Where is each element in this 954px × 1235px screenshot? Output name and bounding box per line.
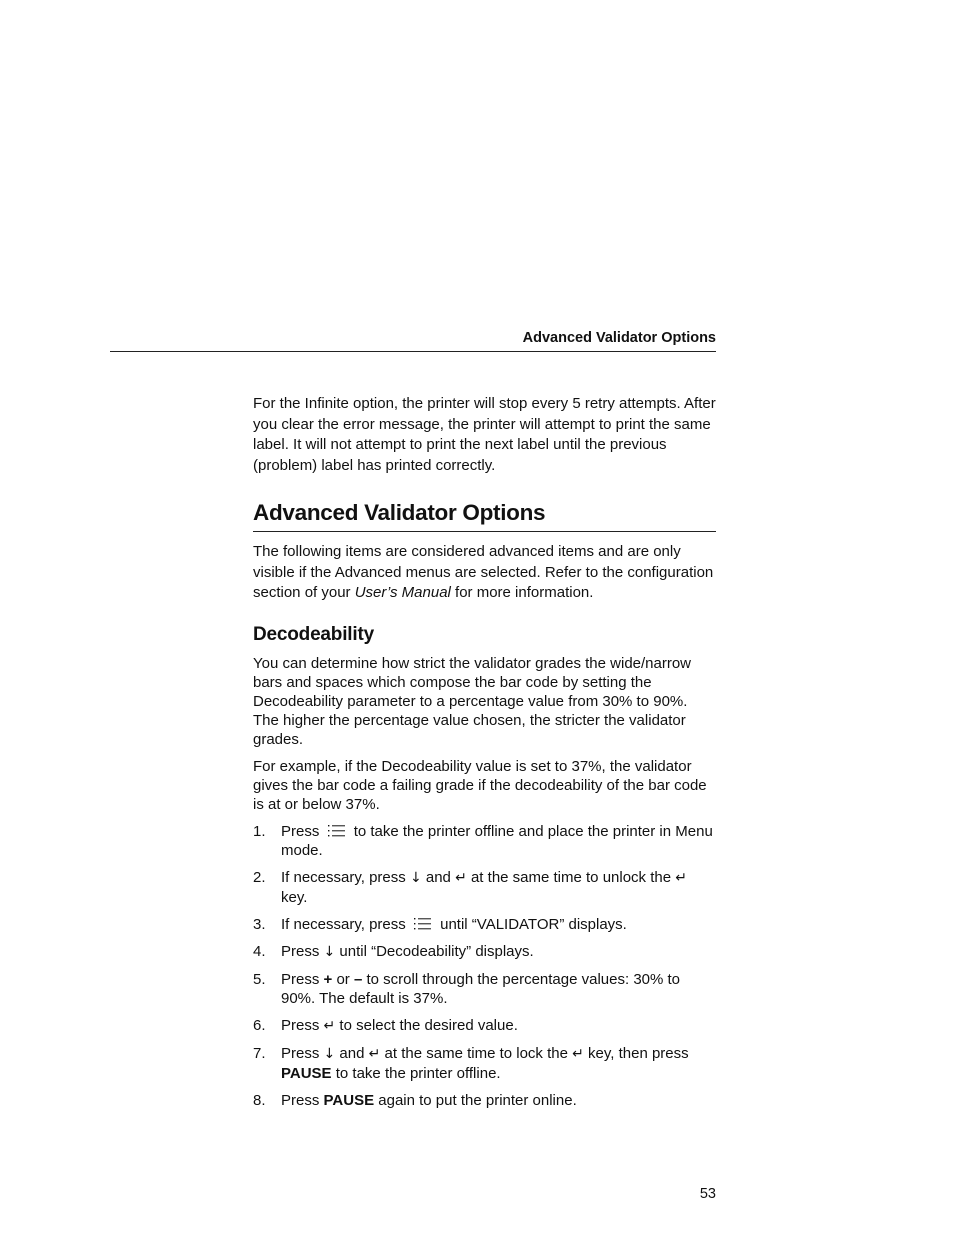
step-text: and — [339, 1044, 365, 1062]
enter-key-icon: ↵ — [572, 1045, 584, 1062]
step-text: to take the printer offline. — [335, 1064, 501, 1082]
users-manual-ref: User’s Manual — [354, 584, 451, 601]
section-paragraph — [253, 542, 716, 604]
step-text: or — [336, 970, 350, 988]
enter-key-icon: ↵ — [675, 869, 687, 886]
page-content — [253, 394, 716, 1118]
step-4 — [253, 942, 716, 962]
step-text: Press — [281, 822, 320, 840]
subsection-title: Decodeability — [253, 623, 374, 645]
section-para-text-1: The following items are considered advanced items and are only visible if the Advanced menus are selected. Refer to the configuration section of your — [253, 543, 714, 601]
enter-key-icon: ↵ — [368, 1045, 381, 1062]
intro-paragraph: For the Infinite option, the printer will stop every 5 retry attempts. After you clear the error message, the printer will attempt to print the same label. It will not attempt to print the next label until the previous (problem) label has printed correctly. — [253, 395, 716, 474]
intro-block — [253, 394, 716, 476]
step-text: Press — [281, 1091, 320, 1109]
step-6 — [253, 1016, 716, 1036]
running-header: Advanced Validator Options — [110, 330, 716, 352]
step-text: If necessary, press — [281, 915, 406, 933]
menu-key-icon — [328, 824, 346, 838]
step-text: key. — [281, 888, 308, 906]
step-1 — [253, 822, 716, 860]
down-arrow-key-icon: ↓ — [323, 1045, 336, 1062]
step-8 — [253, 1091, 716, 1110]
step-number: 1. — [253, 822, 266, 840]
section-title: Advanced Validator Options — [253, 500, 716, 532]
step-text: Press — [281, 1044, 320, 1062]
step-2 — [253, 868, 716, 907]
step-text: Press — [281, 1016, 320, 1034]
step-number: 8. — [253, 1091, 266, 1109]
step-text: again to put the printer online. — [378, 1091, 577, 1109]
procedure-steps — [253, 822, 716, 1110]
step-number: 5. — [253, 970, 266, 988]
step-text: and — [425, 868, 451, 886]
decodeability-paragraph-1: You can determine how strict the validator grades the wide/narrow bars and spaces which compose the bar code by setting the Decodeability parameter to a percentage value from 30% to 90%. The higher the percentage value chosen, the stricter the validator grades. — [253, 654, 692, 748]
minus-key: – — [353, 970, 363, 988]
step-text: to select the desired value. — [339, 1016, 518, 1034]
plus-key: + — [323, 970, 333, 988]
step-text: Press — [281, 970, 320, 988]
step-text: until “VALIDATOR” displays. — [440, 915, 627, 933]
pause-key: PAUSE — [281, 1064, 332, 1082]
step-7 — [253, 1044, 716, 1083]
step-text: until “Decodeability” displays. — [339, 942, 534, 960]
down-arrow-key-icon: ↓ — [323, 943, 336, 960]
page-number: 53 — [699, 1186, 716, 1202]
step-text: at the same time to lock the — [384, 1044, 568, 1062]
step-text: key, then press — [588, 1044, 689, 1062]
step-text: at the same time to unlock the — [470, 868, 672, 886]
section-para-text-2: for more information. — [450, 584, 594, 601]
step-number: 4. — [253, 942, 266, 960]
step-text: to scroll through the percentage values: 30% to 90%. The default is 37%. — [281, 970, 681, 1007]
step-3 — [253, 915, 716, 934]
step-text: Press — [281, 942, 320, 960]
step-5 — [253, 970, 716, 1008]
step-number: 7. — [253, 1044, 266, 1062]
decodeability-paragraph-2: For example, if the Decodeability value is set to 37%, the validator gives the bar code a failing grade if the decodeability of the bar code is at or below 37%. — [253, 757, 707, 813]
menu-key-icon — [414, 917, 432, 931]
pause-key: PAUSE — [323, 1091, 375, 1109]
enter-key-icon: ↵ — [455, 869, 467, 886]
step-text: If necessary, press — [281, 868, 406, 886]
enter-key-icon: ↵ — [323, 1017, 336, 1034]
step-number: 2. — [253, 868, 266, 886]
step-text: to take the printer offline and place the printer in Menu mode. — [281, 822, 713, 859]
step-number: 6. — [253, 1016, 266, 1034]
down-arrow-key-icon: ↓ — [409, 869, 422, 886]
step-number: 3. — [253, 915, 266, 933]
